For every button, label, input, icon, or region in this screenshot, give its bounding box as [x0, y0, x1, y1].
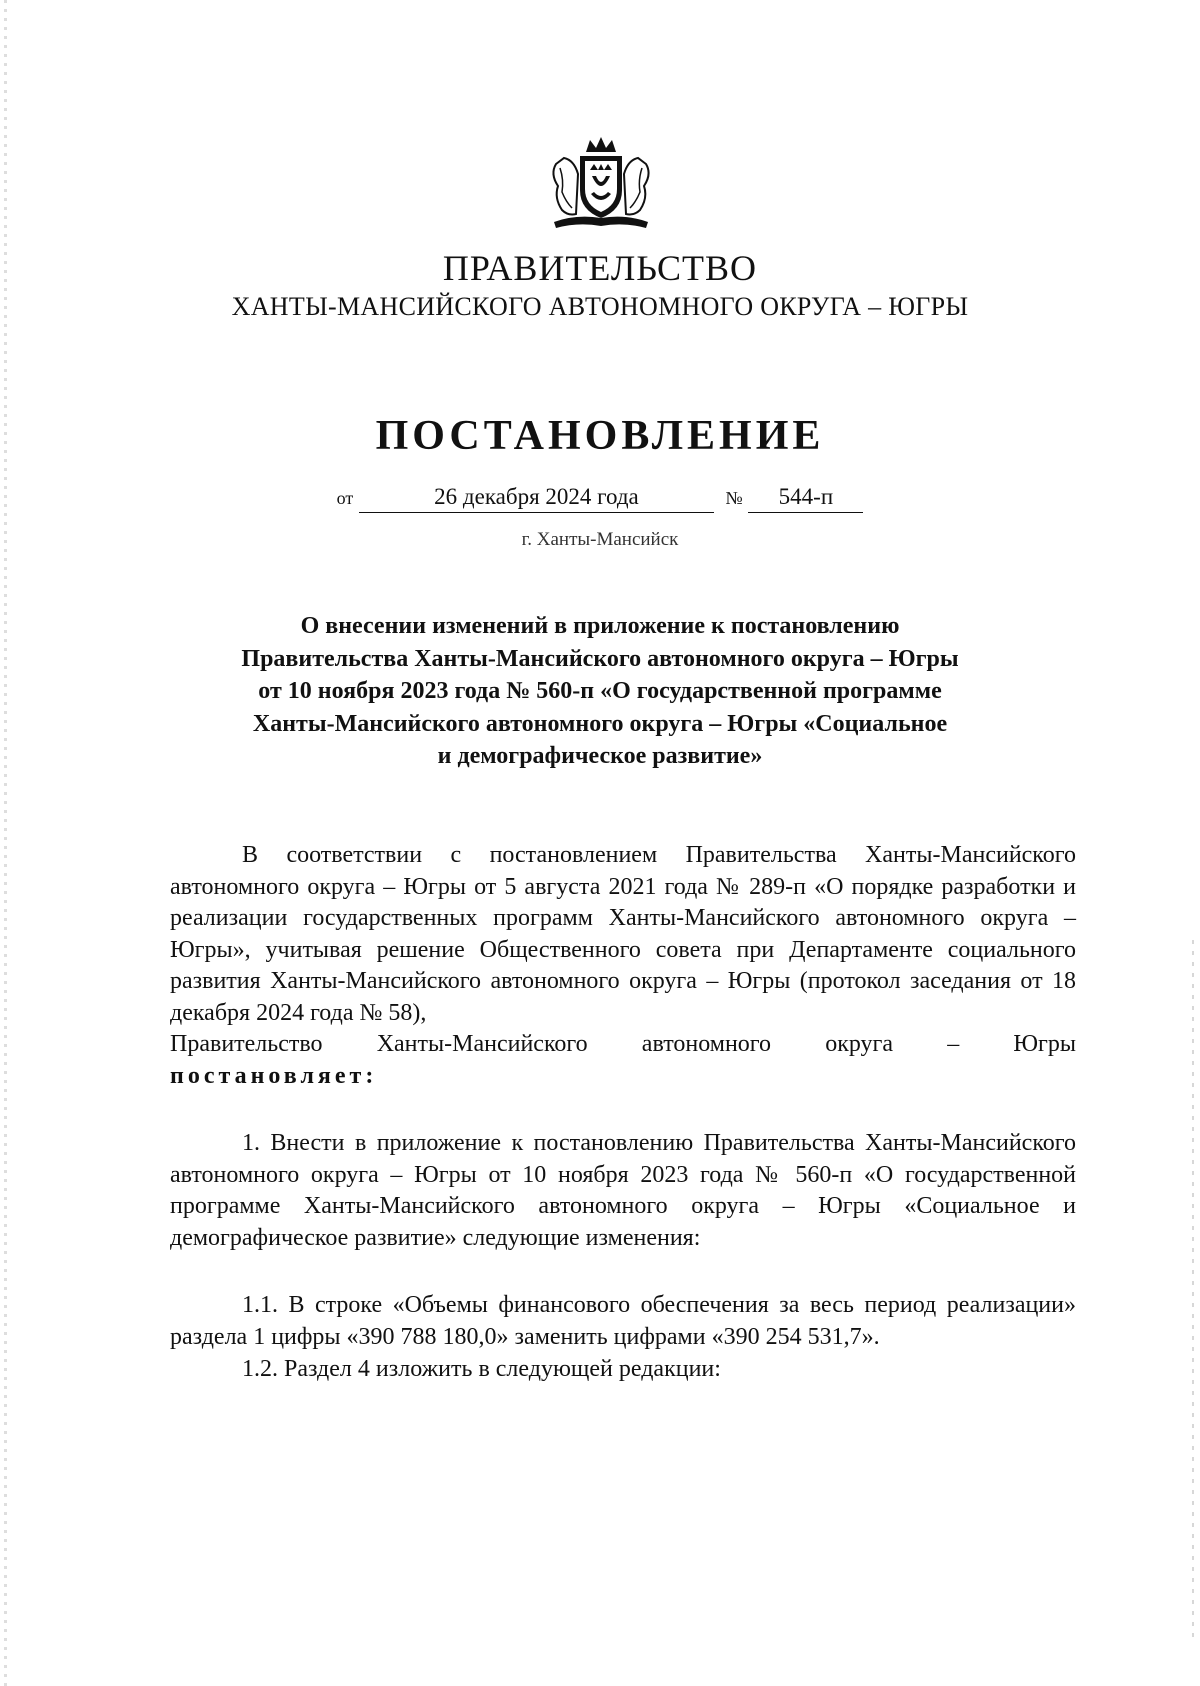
item-1-2: 1.2. Раздел 4 изложить в следующей редакции: [242, 1356, 721, 1382]
city-line: г. Ханты-Мансийск [521, 529, 679, 550]
title-line: и демографическое развитие» [437, 743, 763, 769]
item-1: 1. Внести в приложение к постановлению Правительства Ханты-Мансийского автономного округа – Югры от 10 ноября 2023 года № 560-п «О государственной программе Ханты-Мансийского автономного округа – Югры «Социальное и демографическое развитие» следующие изменения: [170, 1130, 1076, 1251]
title-line: Ханты-Мансийского автономного округа – Югры «Социальное [252, 710, 948, 737]
document-title [190, 610, 1010, 773]
title-line: Правительства Ханты-Мансийского автономного округа – Югры [241, 645, 959, 672]
document-date: 26 декабря 2024 года [359, 482, 714, 513]
number-sign: № [725, 488, 743, 508]
government-heading: ПРАВИТЕЛЬСТВО [442, 248, 758, 288]
coat-of-arms-icon [546, 134, 656, 234]
document-type-heading: ПОСТАНОВЛЕНИЕ [375, 413, 825, 459]
region-heading: ХАНТЫ-МАНСИЙСКОГО АВТОНОМНОГО ОКРУГА – ЮГРЫ [231, 292, 969, 321]
preamble-government-line: Правительство Ханты-Мансийского автономного округа – Югры [170, 1031, 1076, 1057]
preamble-text: В соответствии с постановлением Правительства Ханты-Мансийского автономного округа – Югры от 5 августа 2021 года № 289-п «О порядке разработки и реализации государственных программ Ханты-Мансийского автономного округа – Югры», учитывая решение Общественного совета при Департаменте социального развития Ханты-Мансийского автономного округа – Югры (протокол заседания от 18 декабря 2024 года № 58), [170, 842, 1076, 1026]
date-prefix: от [336, 488, 354, 508]
date-number-line [0, 482, 1200, 513]
resolves-word: постановляет: [170, 1062, 378, 1089]
title-line: О внесении изменений в приложение к постановлению [300, 613, 900, 639]
title-line: от 10 ноября 2023 года № 560-п «О государственной программе [258, 678, 942, 704]
preamble-paragraph [170, 840, 1076, 1092]
scan-edge-right [1192, 940, 1194, 1640]
document-number: 544-п [748, 482, 863, 513]
item-1-1: 1.1. В строке «Объемы финансового обеспечения за весь период реализации» раздела 1 цифры «390 788 180,0» заменить цифрами «390 254 531,7». [170, 1292, 1076, 1350]
